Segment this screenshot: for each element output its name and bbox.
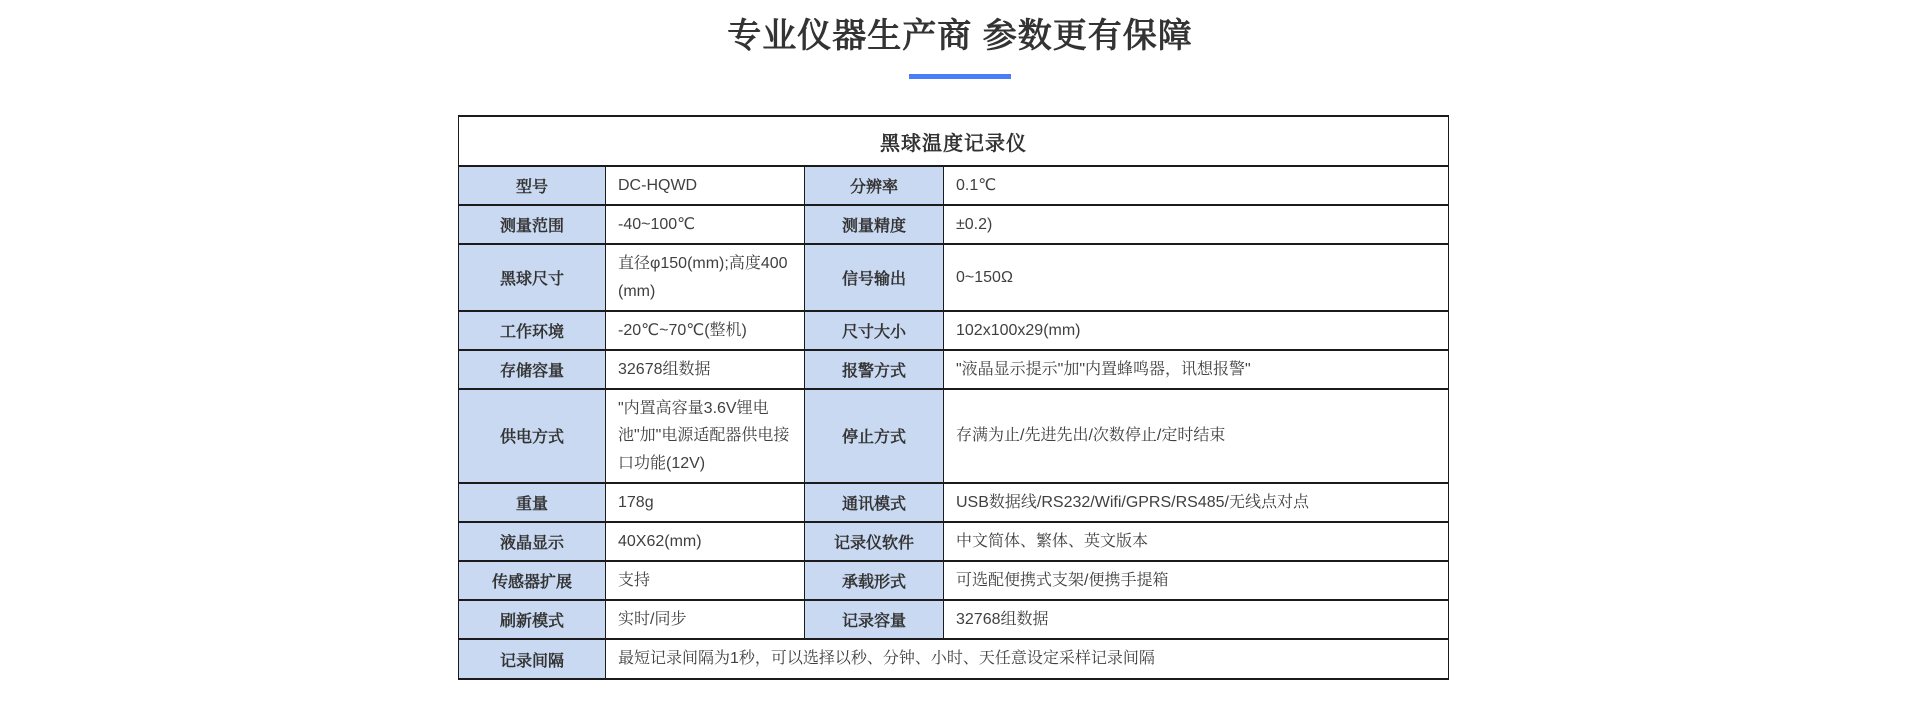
spec-row [459, 483, 1449, 522]
spec-label: 承载形式 [805, 561, 944, 600]
spec-label: 液晶显示 [459, 522, 606, 561]
section-header [0, 0, 1920, 79]
spec-row [459, 311, 1449, 350]
spec-label: 工作环境 [459, 311, 606, 350]
spec-value: -20℃~70℃(整机) [606, 311, 805, 350]
spec-row [459, 639, 1449, 678]
spec-table-container [458, 115, 1448, 680]
spec-value: 支持 [606, 561, 805, 600]
spec-value: 178g [606, 483, 805, 522]
spec-value: 可选配便携式支架/便携手提箱 [944, 561, 1449, 600]
spec-label: 存储容量 [459, 350, 606, 389]
spec-label: 尺寸大小 [805, 311, 944, 350]
spec-label: 通讯模式 [805, 483, 944, 522]
spec-table-title: 黑球温度记录仪 [459, 116, 1449, 166]
spec-value: 最短记录间隔为1秒，可以选择以秒、分钟、小时、天任意设定采样记录间隔 [606, 639, 1449, 678]
spec-label: 传感器扩展 [459, 561, 606, 600]
spec-label: 停止方式 [805, 389, 944, 483]
spec-label: 信号输出 [805, 244, 944, 310]
spec-value: "内置高容量3.6V锂电池"加"电源适配器供电接口功能(12V) [606, 389, 805, 483]
spec-value: 32768组数据 [944, 600, 1449, 639]
spec-label: 记录间隔 [459, 639, 606, 678]
spec-value: 40X62(mm) [606, 522, 805, 561]
spec-label: 测量精度 [805, 205, 944, 244]
spec-label: 测量范围 [459, 205, 606, 244]
spec-value: 0.1℃ [944, 166, 1449, 205]
spec-label: 重量 [459, 483, 606, 522]
spec-value: 直径φ150(mm);高度400(mm) [606, 244, 805, 310]
spec-row [459, 350, 1449, 389]
spec-table-body [459, 166, 1449, 679]
spec-value: 32678组数据 [606, 350, 805, 389]
spec-row [459, 389, 1449, 483]
spec-row [459, 600, 1449, 639]
spec-value: 102x100x29(mm) [944, 311, 1449, 350]
spec-label: 分辨率 [805, 166, 944, 205]
spec-row [459, 522, 1449, 561]
spec-label: 供电方式 [459, 389, 606, 483]
spec-row [459, 561, 1449, 600]
spec-value: "液晶显示提示"加"内置蜂鸣器，讯想报警" [944, 350, 1449, 389]
spec-label: 记录容量 [805, 600, 944, 639]
spec-value: 中文简体、繁体、英文版本 [944, 522, 1449, 561]
spec-label: 刷新模式 [459, 600, 606, 639]
page-title: 专业仪器生产商 参数更有保障 [727, 17, 1193, 55]
spec-value: DC-HQWD [606, 166, 805, 205]
spec-table-header-row [459, 116, 1449, 166]
spec-row [459, 205, 1449, 244]
spec-row [459, 166, 1449, 205]
spec-value: 0~150Ω [944, 244, 1449, 310]
spec-value: -40~100℃ [606, 205, 805, 244]
spec-value: USB数据线/RS232/Wifi/GPRS/RS485/无线点对点 [944, 483, 1449, 522]
spec-label: 报警方式 [805, 350, 944, 389]
title-underline-accent [909, 74, 1011, 79]
spec-value: ±0.2) [944, 205, 1449, 244]
spec-label: 记录仪软件 [805, 522, 944, 561]
spec-value: 实时/同步 [606, 600, 805, 639]
spec-label: 型号 [459, 166, 606, 205]
spec-value: 存满为止/先进先出/次数停止/定时结束 [944, 389, 1449, 483]
spec-row [459, 244, 1449, 310]
spec-table [458, 115, 1449, 680]
spec-label: 黑球尺寸 [459, 244, 606, 310]
